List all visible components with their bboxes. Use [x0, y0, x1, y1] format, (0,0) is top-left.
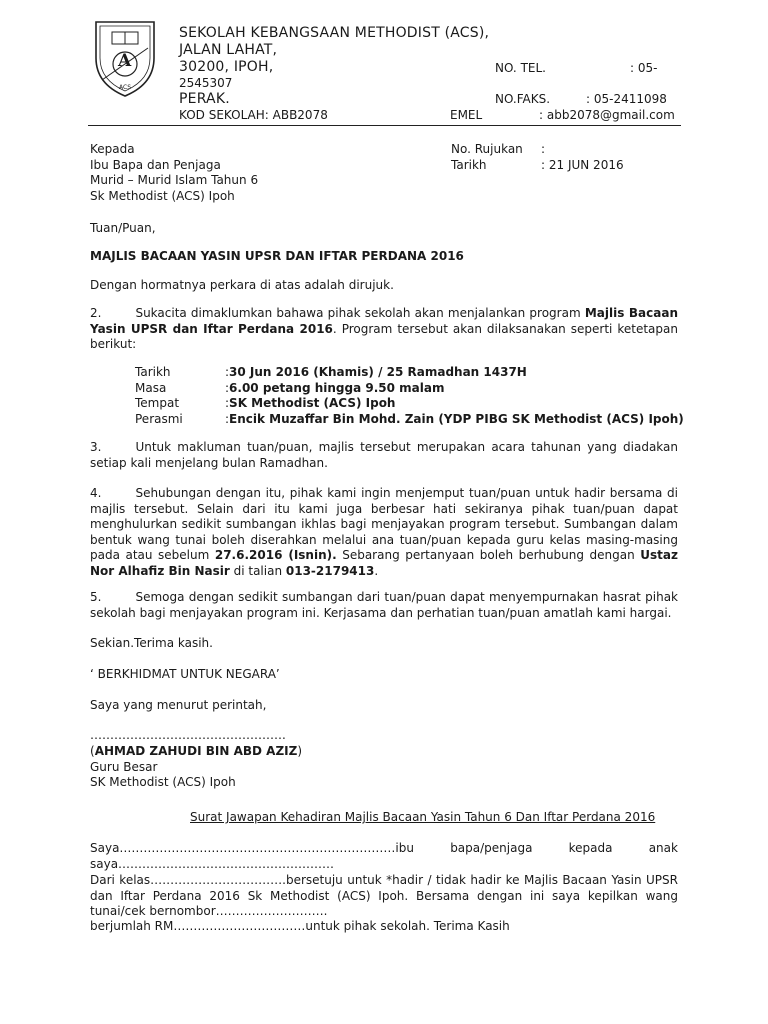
programme-details [135, 365, 684, 427]
school-name: SEKOLAH KEBANGSAAN METHODIST (ACS), [179, 25, 490, 41]
programme-value: 6.00 petang hingga 9.50 malam [229, 380, 445, 395]
paragraph-4 [90, 486, 678, 579]
recipient-line-3: Murid – Murid Islam Tahun 6 [90, 173, 259, 187]
programme-value: 30 Jun 2016 (Khamis) / 25 Ramadhan 1437H [229, 365, 527, 379]
fax-value: : 05-2411098 [586, 92, 667, 106]
programme-row: Perasmi : Encik Muzaffar Bin Mohd. Zain (YDP PIBG SK Methodist (ACS) Ipoh) [135, 411, 684, 426]
reply-line-1d: anak [648, 841, 678, 855]
signatory-name [90, 744, 302, 760]
p4-text-a: Sehubungan dengan itu, pihak kami ingin menjemput tuan/puan untuk hadir bersama di majlis tersebut. Selain dari itu kami juga berbesar hati sekiranya pihak tuan/puan dapat menghulurkan sedikit sumbangan ikhlas bagi menjayakan program tersebut. Sumbangan dalam bentuk wang tunai boleh diserahkan melalui ana tuan/puan kepada guru kelas masing-masing pada atau sebelum [90, 486, 678, 562]
closing: Sekian.Terima kasih. [90, 636, 213, 650]
date-label: Tarikh [451, 158, 487, 172]
reply-line-4: berjumlah RM……………………………untuk pihak sekolah. Terima Kasih [90, 919, 510, 933]
paragraph-1: Dengan hormatnya perkara di atas adalah dirujuk. [90, 278, 394, 292]
p5-text: Semoga dengan sedikit sumbangan dari tuan/puan dapat menyempurnakan hasrat pihak sekolah bagi menjayakan program ini. Kerjasama dan perhatian tuan/puan amatlah kami hargai. [90, 590, 678, 620]
address-line-2: 30200, IPOH, [179, 59, 274, 75]
programme-value: Encik Muzaffar Bin Mohd. Zain (YDP PIBG SK Methodist (ACS) Ipoh) [229, 411, 684, 426]
saya-menurut-perintah: Saya yang menurut perintah, [90, 698, 267, 712]
reply-line-2: saya……………………………………………… [90, 857, 335, 871]
reply-line-3: Dari kelas…………………………….bersetuju untuk *hadir / tidak hadir ke Majlis Bacaan Yasin UPSR dan Iftar Perdana 2016 Sk Methodist (ACS) Ipoh. Bersama dengan ini saya kepilkan wang tunai/cek bernombor………………………. [90, 873, 678, 918]
recipient-line-2: Ibu Bapa dan Penjaga [90, 158, 221, 172]
reply-slip-title: Surat Jawapan Kehadiran Majlis Bacaan Yasin Tahun 6 Dan Iftar Perdana 2016 [190, 810, 656, 824]
programme-row: Tempat : SK Methodist (ACS) Ipoh [135, 396, 684, 412]
email-label: EMEL [450, 108, 483, 122]
p4-text-b: Sebarang pertanyaan boleh berhubung dengan [336, 548, 635, 562]
reply-line-1 [90, 841, 678, 857]
recipient-line-1: Kepada [90, 142, 135, 156]
programme-label: Perasmi [135, 411, 183, 426]
p2-text-b: . Program tersebut akan dilaksanakan seperti ketetapan berikut: [90, 321, 678, 351]
school-logo [92, 18, 158, 98]
p2-text-a: Sukacita dimaklumkan bahawa pihak sekolah akan menjalankan program [135, 306, 581, 320]
programme-label: Masa [135, 380, 167, 395]
signatory-title: Guru Besar [90, 760, 158, 774]
motto: ‘ BERKHIDMAT UNTUK NEGARA’ [90, 667, 280, 681]
programme-label: Tempat [135, 396, 180, 410]
paragraph-3 [90, 440, 678, 471]
school-code: KOD SEKOLAH: ABB2078 [179, 108, 328, 122]
p2-number: 2. [90, 306, 102, 320]
p4-deadline: 27.6.2016 (Isnin). [214, 548, 337, 562]
letter-subject: MAJLIS BACAAN YASIN UPSR DAN IFTAR PERDANA 2016 [90, 249, 464, 263]
salutation: Tuan/Puan, [90, 221, 156, 235]
reference-label: No. Rujukan [451, 142, 523, 156]
programme-row: Tarikh : 30 Jun 2016 (Khamis) / 25 Ramadhan 1437H [135, 365, 684, 381]
state-line: PERAK. [179, 91, 230, 107]
signatory-school: SK Methodist (ACS) Ipoh [90, 775, 236, 789]
p3-number: 3. [90, 440, 102, 454]
p5-number: 5. [90, 590, 102, 604]
p4-text-c: di talian [229, 563, 283, 578]
tel-label: NO. TEL. [495, 61, 546, 75]
programme-value: SK Methodist (ACS) Ipoh [229, 396, 396, 410]
signature-dots: …………………………………………. [90, 728, 286, 742]
p4-number: 4. [90, 486, 102, 500]
p2-programme-name: Majlis Bacaan Yasin UPSR dan Iftar Perdana 2016 [90, 306, 679, 336]
address-line-2b: 2545307 [179, 76, 233, 90]
reference-value: : [541, 142, 546, 156]
email-value: : abb2078@gmail.com [539, 108, 675, 122]
paren-close: ) [297, 744, 303, 758]
tel-value: : 05- [630, 61, 658, 75]
programme-row: Masa : 6.00 petang hingga 9.50 malam [135, 381, 684, 397]
reply-line-1c: kepada [568, 841, 613, 855]
reply-line-1a: Saya……………………………………………………………ibu [90, 841, 414, 855]
recipient-line-4: Sk Methodist (ACS) Ipoh [90, 189, 235, 203]
logo-letter: A [118, 51, 132, 71]
p4-contact-phone: 013-2179413 [285, 563, 375, 578]
header-divider [88, 125, 681, 126]
paren-open: ( [90, 744, 95, 758]
fax-label: NO.FAKS. [495, 92, 551, 106]
programme-label: Tarikh [135, 365, 171, 379]
date-value: : 21 JUN 2016 [541, 158, 624, 172]
p4-text-d: . [374, 563, 379, 578]
signatory-name-text: AHMAD ZAHUDI BIN ABD AZIZ [94, 744, 298, 758]
paragraph-5 [90, 590, 678, 621]
paragraph-2 [90, 306, 678, 353]
logo-caption: ACS [119, 84, 131, 91]
reply-line-1b: bapa/penjaga [450, 841, 533, 855]
p4-contact-name: Ustaz Nor Alhafiz Bin Nasir [90, 548, 678, 578]
p3-text: Untuk makluman tuan/puan, majlis tersebut merupakan acara tahunan yang diadakan setiap kali menjelang bulan Ramadhan. [90, 440, 678, 470]
address-line-1: JALAN LAHAT, [179, 42, 278, 58]
